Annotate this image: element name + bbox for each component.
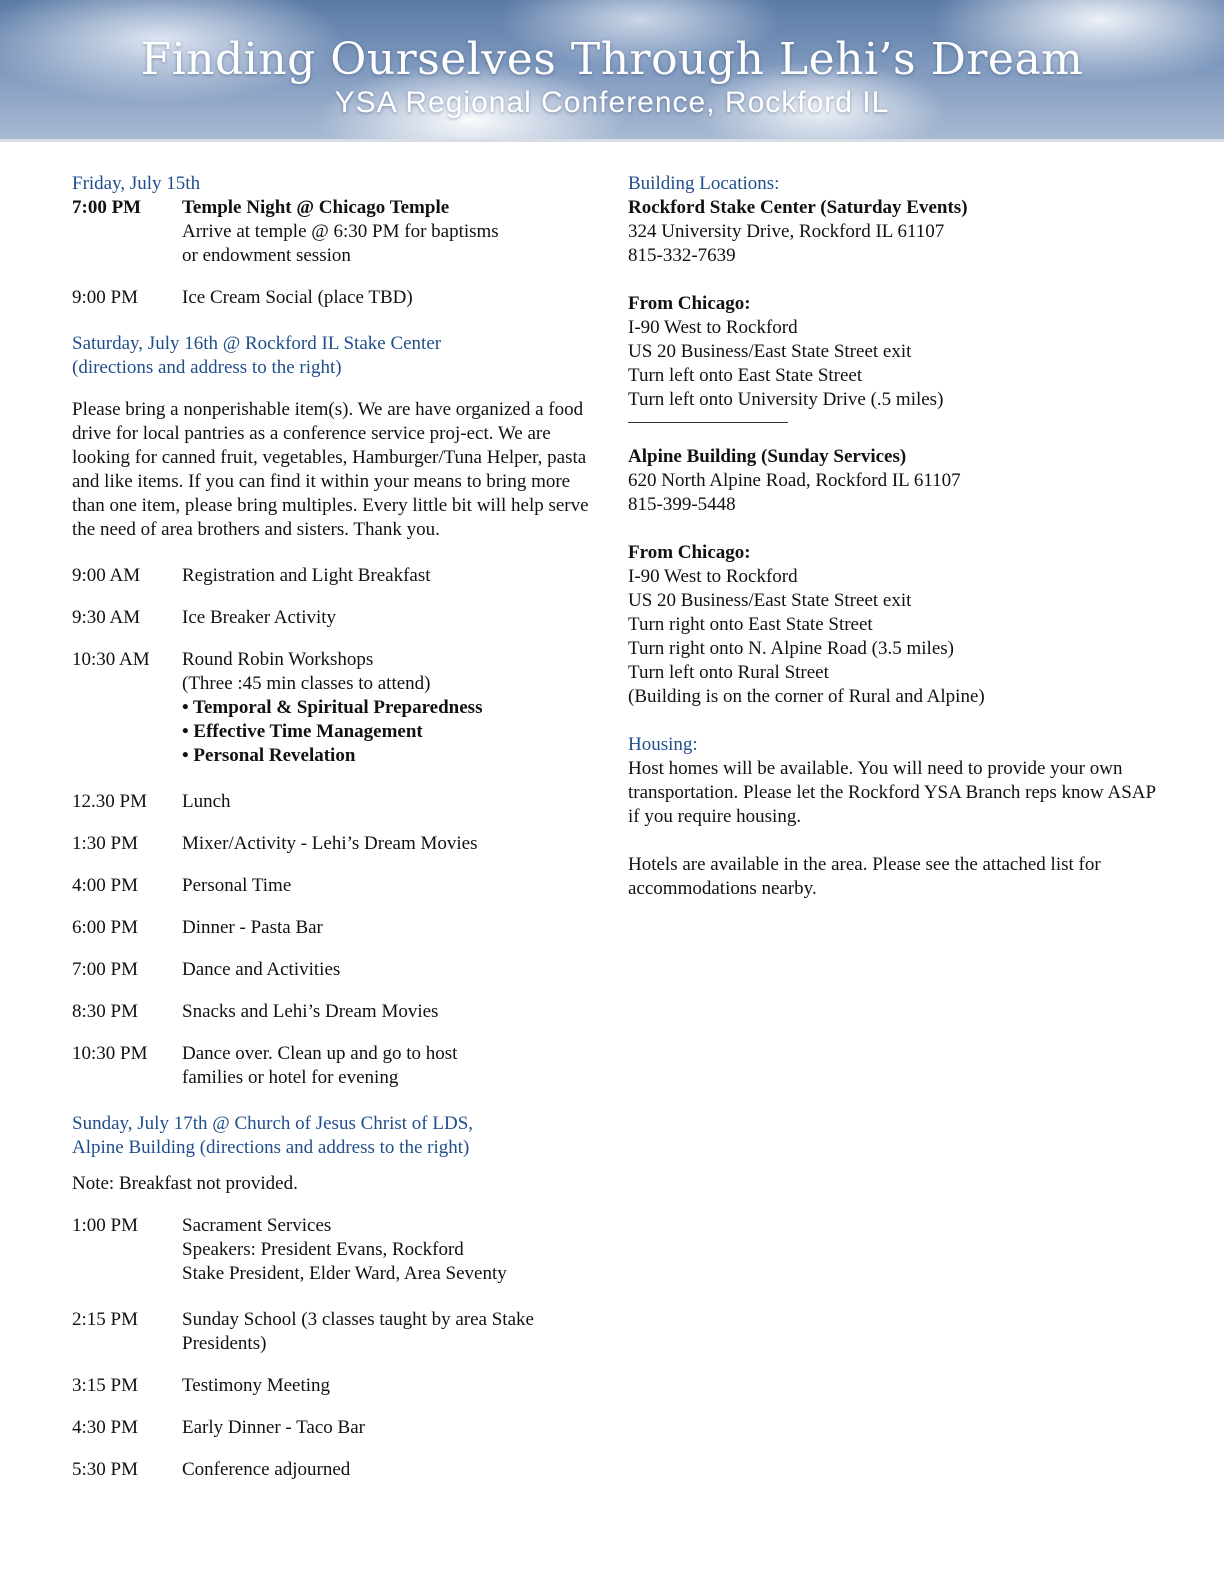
schedule-desc: Testimony Meeting <box>182 1375 331 1396</box>
schedule-time: 3:15 PM <box>72 1375 138 1396</box>
schedule-row <box>72 1374 592 1398</box>
schedule-row <box>72 832 592 856</box>
page-subtitle: YSA Regional Conference, Rockford IL <box>334 86 890 119</box>
schedule-desc: Snacks and Lehi’s Dream Movies <box>182 1001 439 1022</box>
workshop-item: • Personal Revelation <box>182 745 356 766</box>
divider-rule <box>628 412 788 423</box>
schedule-desc: Round Robin Workshops <box>182 649 374 670</box>
stake-center-phone: 815-332-7639 <box>628 245 736 266</box>
sunday-heading-line: Sunday, July 17th @ Church of Jesus Christ of LDS, <box>72 1113 474 1134</box>
schedule-desc: Sunday School (3 classes taught by area Stake <box>182 1309 534 1330</box>
schedule-time: 4:30 PM <box>72 1417 138 1438</box>
schedule-desc: Arrive at temple @ 6:30 PM for baptisms <box>182 221 499 242</box>
schedule-desc: Early Dinner - Taco Bar <box>182 1417 365 1438</box>
schedule-desc: Dance and Activities <box>182 959 341 980</box>
direction-step: Turn left onto Rural Street <box>628 662 829 683</box>
schedule-row <box>72 606 592 630</box>
direction-step: US 20 Business/East State Street exit <box>628 590 912 611</box>
banner-divider <box>0 139 1224 142</box>
saturday-heading-line: (directions and address to the right) <box>72 357 342 378</box>
schedule-row <box>72 1458 592 1482</box>
stake-center-address: 324 University Drive, Rockford IL 61107 <box>628 221 945 242</box>
schedule-desc: Sacrament Services <box>182 1215 332 1236</box>
schedule-time: 9:00 AM <box>72 565 141 586</box>
page-title: Finding Ourselves Through Lehi’s Dream <box>140 34 1084 85</box>
alpine-building-phone: 815-399-5448 <box>628 494 736 515</box>
direction-step: Turn left onto University Drive (.5 miles) <box>628 389 944 410</box>
schedule-time: 4:00 PM <box>72 875 138 896</box>
friday-heading: Friday, July 15th <box>72 173 201 194</box>
direction-step: Turn right onto East State Street <box>628 614 873 635</box>
schedule-time: 8:30 PM <box>72 1001 138 1022</box>
schedule-desc: Mixer/Activity - Lehi’s Dream Movies <box>182 833 478 854</box>
alpine-building-address: 620 North Alpine Road, Rockford IL 61107 <box>628 470 961 491</box>
schedule-column <box>72 172 592 1482</box>
alpine-building-name: Alpine Building (Sunday Services) <box>628 446 907 467</box>
schedule-desc: Presidents) <box>182 1333 267 1354</box>
directions-heading: From Chicago: <box>628 293 751 314</box>
schedule-desc: Personal Time <box>182 875 292 896</box>
sunday-heading-line: Alpine Building (directions and address to the right) <box>72 1137 470 1158</box>
schedule-desc: Conference adjourned <box>182 1459 351 1480</box>
schedule-desc: Ice Breaker Activity <box>182 607 337 628</box>
schedule-time: 9:30 AM <box>72 607 141 628</box>
header-banner <box>0 0 1224 141</box>
food-drive-paragraph: Please bring a nonperishable item(s). We are have organized a food drive for local pantries as a conference service proj-ect. We are looking for canned fruit, vegetables, Hamburger/Tuna Helper, pasta and like items. If you can find it within your means to bring more than one item, please bring multiples. Every little bit will help serve the need of area brothers and sisters. Thank you. <box>72 399 589 540</box>
locations-column <box>628 172 1158 901</box>
schedule-row <box>72 1042 592 1090</box>
breakfast-note: Note: Breakfast not provided. <box>72 1173 298 1194</box>
schedule-row <box>72 958 592 982</box>
stake-center-name: Rockford Stake Center (Saturday Events) <box>628 197 968 218</box>
schedule-time: 10:30 AM <box>72 649 150 670</box>
saturday-heading <box>72 332 592 380</box>
schedule-row <box>72 1308 592 1356</box>
sunday-heading <box>72 1112 592 1160</box>
direction-step: Turn left onto East State Street <box>628 365 863 386</box>
schedule-row <box>72 1416 592 1440</box>
schedule-desc: Dance over. Clean up and go to host <box>182 1043 458 1064</box>
schedule-time: 10:30 PM <box>72 1043 148 1064</box>
direction-step: US 20 Business/East State Street exit <box>628 341 912 362</box>
workshop-item: • Temporal & Spiritual Preparedness <box>182 697 483 718</box>
direction-step: Turn right onto N. Alpine Road (3.5 miles) <box>628 638 954 659</box>
schedule-time: 5:30 PM <box>72 1459 138 1480</box>
workshop-item: • Effective Time Management <box>182 721 423 742</box>
saturday-heading-line: Saturday, July 16th @ Rockford IL Stake Center <box>72 333 442 354</box>
locations-heading: Building Locations: <box>628 173 780 194</box>
schedule-row <box>72 1000 592 1024</box>
schedule-desc: Lunch <box>182 791 231 812</box>
schedule-desc: Registration and Light Breakfast <box>182 565 431 586</box>
schedule-row <box>72 564 592 588</box>
direction-step: I-90 West to Rockford <box>628 566 798 587</box>
schedule-time: 7:00 PM <box>72 959 138 980</box>
schedule-row <box>72 916 592 940</box>
schedule-row <box>72 1214 592 1286</box>
schedule-row <box>72 196 592 268</box>
direction-step: I-90 West to Rockford <box>628 317 798 338</box>
schedule-time: 12.30 PM <box>72 791 147 812</box>
schedule-desc: Speakers: President Evans, Rockford <box>182 1239 464 1260</box>
schedule-time: 7:00 PM <box>72 197 142 218</box>
schedule-time: 6:00 PM <box>72 917 138 938</box>
schedule-time: 9:00 PM <box>72 287 138 308</box>
schedule-desc: (Three :45 min classes to attend) <box>182 673 431 694</box>
schedule-row <box>72 648 592 768</box>
schedule-desc: or endowment session <box>182 245 351 266</box>
schedule-desc: Temple Night @ Chicago Temple <box>182 197 450 218</box>
schedule-time: 1:30 PM <box>72 833 138 854</box>
schedule-desc: Ice Cream Social (place TBD) <box>182 287 413 308</box>
hotels-paragraph: Hotels are available in the area. Please see the attached list for accommodations nearby. <box>628 854 1101 899</box>
schedule-desc: families or hotel for evening <box>182 1067 399 1088</box>
schedule-desc: Dinner - Pasta Bar <box>182 917 323 938</box>
schedule-time: 1:00 PM <box>72 1215 138 1236</box>
schedule-desc: Stake President, Elder Ward, Area Seventy <box>182 1263 507 1284</box>
schedule-row <box>72 790 592 814</box>
direction-step: (Building is on the corner of Rural and Alpine) <box>628 686 985 707</box>
schedule-row <box>72 874 592 898</box>
housing-heading: Housing: <box>628 734 698 755</box>
schedule-row <box>72 286 592 310</box>
schedule-time: 2:15 PM <box>72 1309 138 1330</box>
directions-heading: From Chicago: <box>628 542 751 563</box>
housing-paragraph: Host homes will be available. You will need to provide your own transportation. Please let the Rockford YSA Branch reps know ASAP if you require housing. <box>628 758 1156 827</box>
